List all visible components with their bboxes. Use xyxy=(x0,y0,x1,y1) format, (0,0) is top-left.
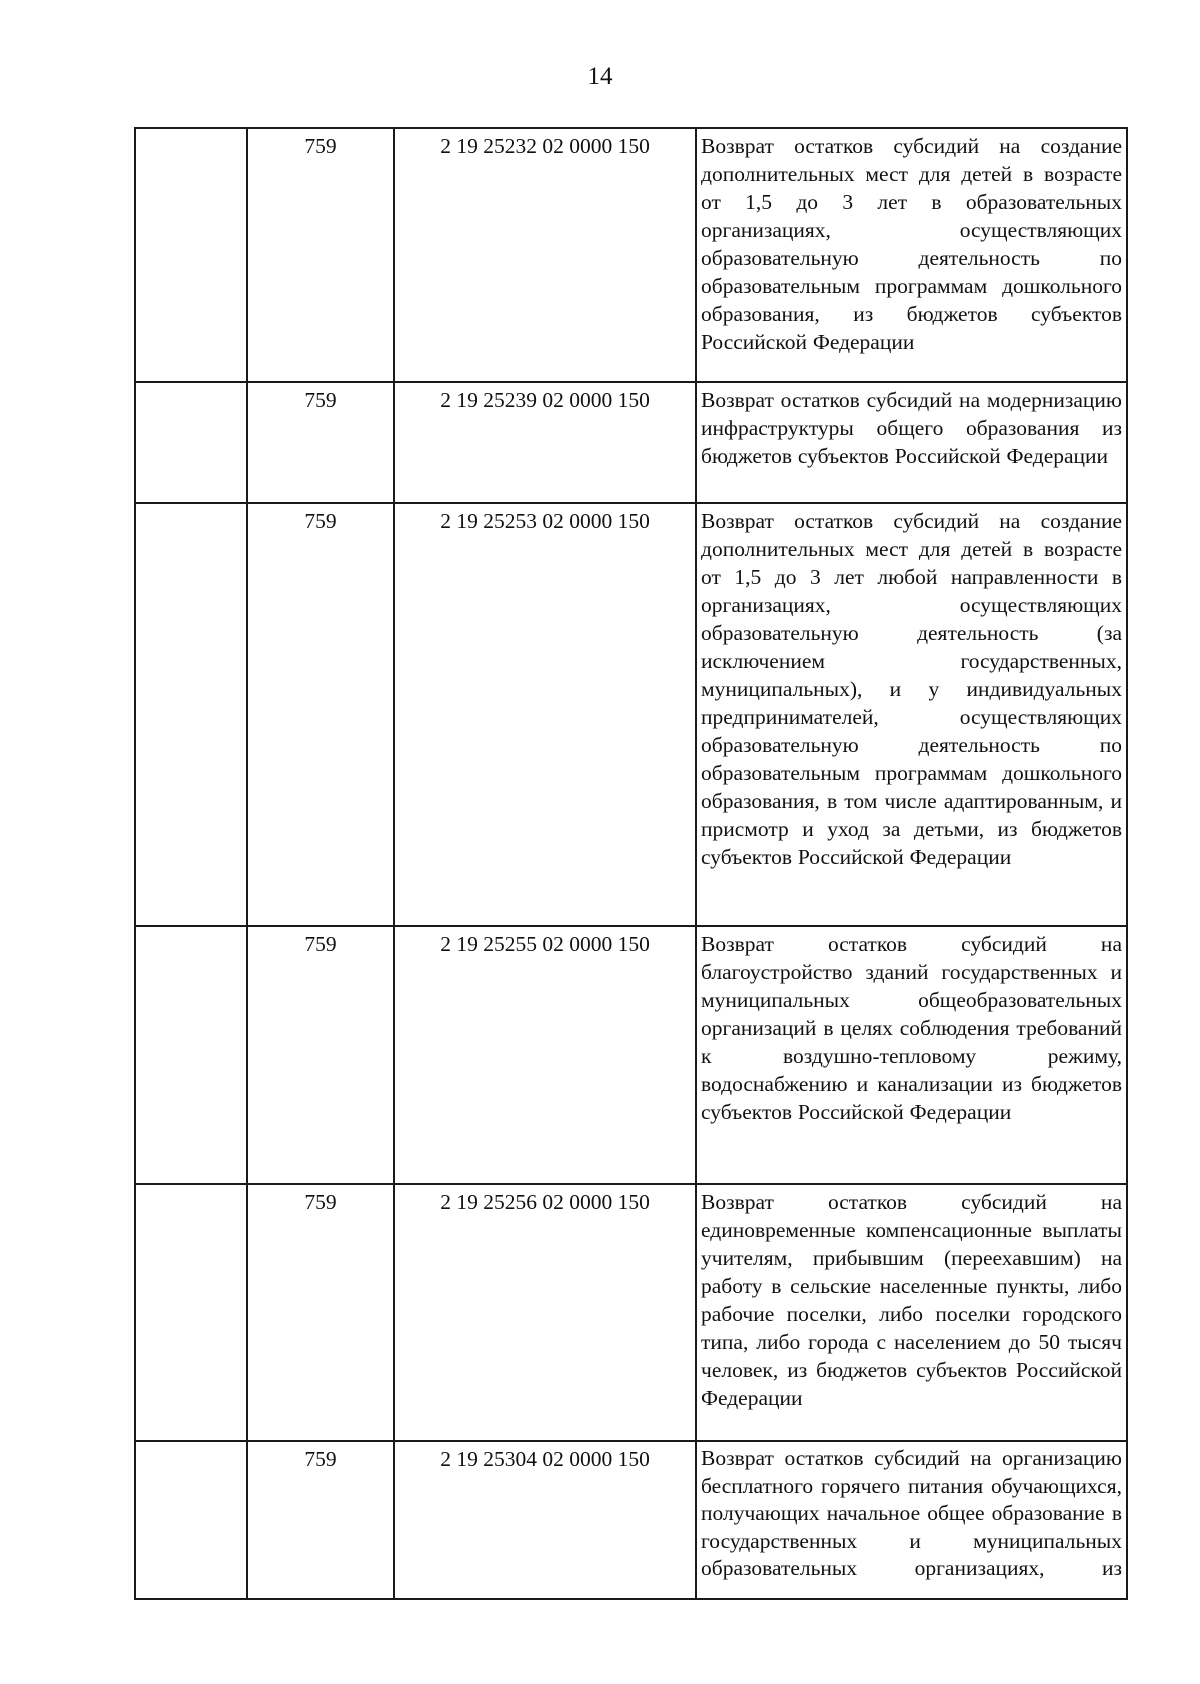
budget-code-cell: 2 19 25239 02 0000 150 xyxy=(394,382,696,503)
row-number-cell xyxy=(135,128,247,382)
description-cell: Возврат остатков субсидий на модернизацию инфраструктуры общего образования из бюджетов субъектов Российской Федерации xyxy=(696,382,1127,503)
table-row xyxy=(135,926,1127,1184)
description-cell: Возврат остатков субсидий на создание дополнительных мест для детей в возрасте от 1,5 до 3 лет в образовательных организациях, осуществляющих образовательную деятельность по образовательным программам дошкольного образования, из бюджетов субъектов Российской Федерации xyxy=(696,128,1127,382)
admin-code-cell: 759 xyxy=(247,128,394,382)
admin-code-cell: 759 xyxy=(247,503,394,926)
budget-code-cell: 2 19 25253 02 0000 150 xyxy=(394,503,696,926)
budget-code-cell: 2 19 25232 02 0000 150 xyxy=(394,128,696,382)
budget-code-cell: 2 19 25256 02 0000 150 xyxy=(394,1184,696,1441)
admin-code-cell: 759 xyxy=(247,1184,394,1441)
row-number-cell xyxy=(135,926,247,1184)
row-number-cell xyxy=(135,382,247,503)
budget-code-cell: 2 19 25255 02 0000 150 xyxy=(394,926,696,1184)
admin-code-cell: 759 xyxy=(247,382,394,503)
table-row xyxy=(135,1441,1127,1599)
admin-code-cell: 759 xyxy=(247,926,394,1184)
table-row xyxy=(135,1184,1127,1441)
row-number-cell xyxy=(135,1441,247,1599)
table-row xyxy=(135,382,1127,503)
budget-code-cell: 2 19 25304 02 0000 150 xyxy=(394,1441,696,1599)
budget-codes-table xyxy=(134,127,1128,1600)
row-number-cell xyxy=(135,503,247,926)
description-cell: Возврат остатков субсидий на благоустройство зданий государственных и муниципальных общеобразовательных организаций в целях соблюдения требований к воздушно-тепловому режиму, водоснабжению и канализации из бюджетов субъектов Российской Федерации xyxy=(696,926,1127,1184)
page-number: 14 xyxy=(587,63,613,90)
table-row xyxy=(135,128,1127,382)
description-cell: Возврат остатков субсидий на создание дополнительных мест для детей в возрасте от 1,5 до 3 лет любой направленности в организациях, осуществляющих образовательную деятельность (за исключением государственных, муниципальных), и у индивидуальных предпринимателей, осуществляющих образовательную деятельность по образовательным программам дошкольного образования, в том числе адаптированным, и присмотр и уход за детьми, из бюджетов субъектов Российской Федерации xyxy=(696,503,1127,926)
description-cell: Возврат остатков субсидий на организацию бесплатного горячего питания обучающихся, получающих начальное общее образование в государственных и муниципальных образовательных организациях, из xyxy=(696,1441,1127,1599)
admin-code-cell: 759 xyxy=(247,1441,394,1599)
description-cell: Возврат остатков субсидий на единовременные компенсационные выплаты учителям, прибывшим (переехавшим) на работу в сельские населенные пункты, либо рабочие поселки, либо поселки городского типа, либо города с населением до 50 тысяч человек, из бюджетов субъектов Российской Федерации xyxy=(696,1184,1127,1441)
row-number-cell xyxy=(135,1184,247,1441)
table-row xyxy=(135,503,1127,926)
